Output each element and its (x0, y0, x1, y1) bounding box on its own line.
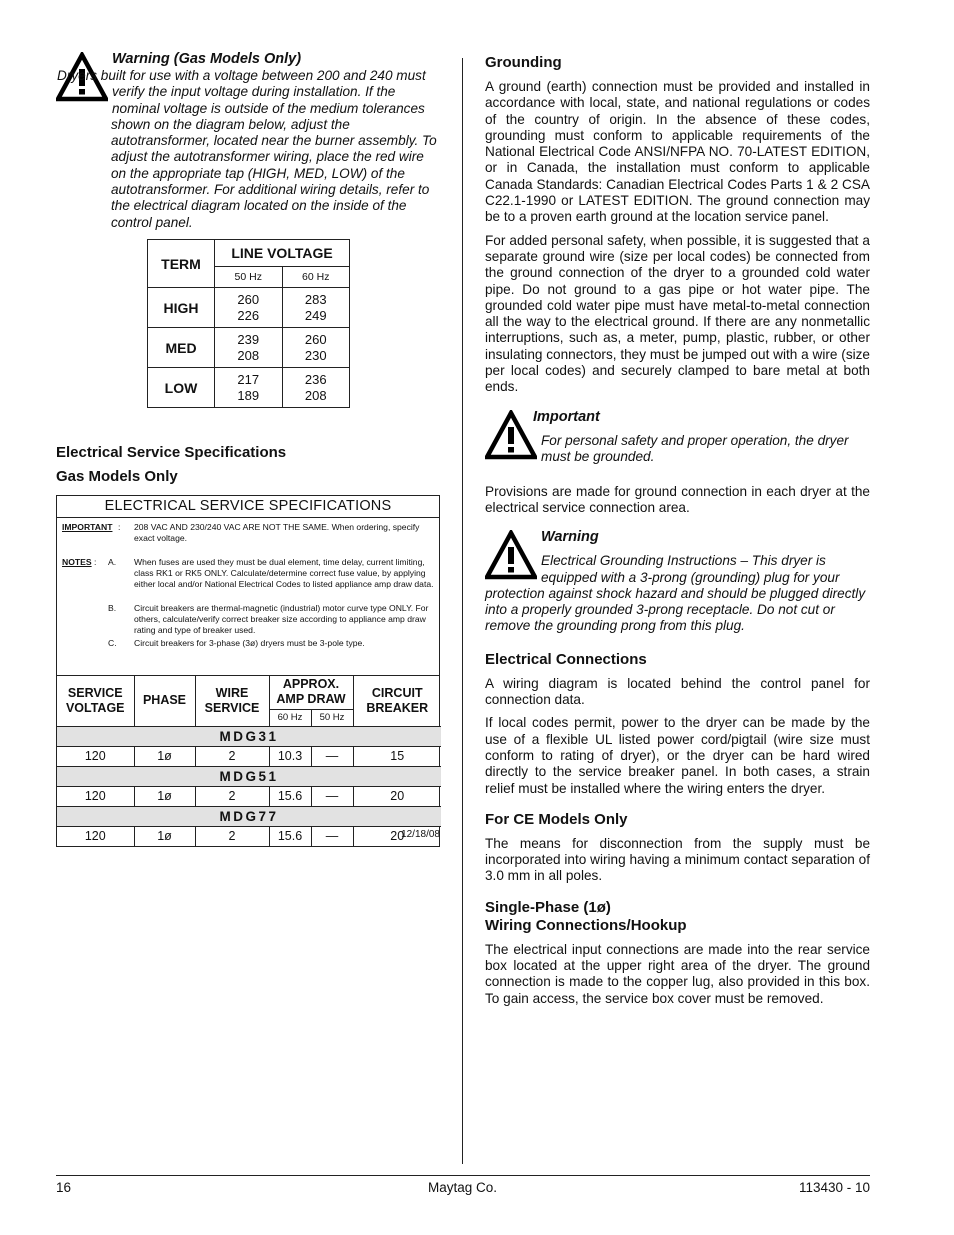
specs-table (57, 676, 441, 846)
hz60-subheader: 60 Hz (269, 709, 311, 726)
note-b-text: Circuit breakers are thermal-magnetic (industrial) motor curve type ONLY. For others, calculate/verify correct breaker size according to appliance amp draw rating and type of breaker used. (134, 603, 429, 636)
voltage-cell: 236 208 (282, 368, 350, 408)
table-row: 120 1ø 2 10.3 — 15 (57, 746, 441, 766)
line-voltage-header: LINE VOLTAGE (215, 240, 350, 267)
table-row: 120 1ø 2 15.6 — 20 (57, 826, 441, 846)
document-number: 113430 - 10 (798, 1180, 870, 1195)
important-text: 208 VAC AND 230/240 VAC ARE NOT THE SAME. When ordering, specify exact voltage. (134, 522, 420, 544)
right-column (485, 54, 870, 1014)
important-label: IMPORTANT (62, 522, 113, 532)
footer-rule (56, 1175, 870, 1176)
hz50-subheader: 50 Hz (311, 709, 353, 726)
warning-title: Warning (541, 529, 599, 546)
voltage-cell: 217 189 (215, 368, 283, 408)
table-row: 120 1ø 2 15.6 — 20 (57, 786, 441, 806)
wire-service-header: WIRE SERVICE (195, 676, 269, 726)
table-row (148, 288, 350, 328)
specs-box-title: ELECTRICAL SERVICE SPECIFICATIONS (57, 496, 439, 518)
warning-text: Electrical Grounding Instructions – This dryer is equipped with a 3-prong (grounding) plug for your protection against shock hazard and should be plugged directly into a properly grounded 3-prong receptacle. Do not cut or remove the grounding prong from this plug. (485, 553, 866, 634)
column-divider (462, 58, 463, 1164)
specs-notes: IMPORTANT : 208 VAC AND 230/240 VAC ARE NOT THE SAME. When ordering, specify exact voltage. NOTES : A. When fuses are used they must be dual element, time delay, current limiting, class RK1 or RK5 ONLY. Calculate/determine correct fuse value, by applying either local and/or National Electrical Codes to listed appliance amp draw data. B. Circuit breakers are thermal-magnetic (industrial) motor curve type ONLY. For others, calculate/verify correct breaker size according to appliance amp draw rating and type of breaker used. C. Circuit breakers for 3-phase (3ø) dryers must be 3-pole type. (57, 518, 439, 676)
ce-heading: For CE Models Only (485, 810, 628, 828)
single-phase-heading: Single-Phase (1ø) Wiring Connections/Hookup (485, 898, 687, 934)
notes-label: NOTES (62, 557, 92, 567)
term-cell: MED (148, 328, 215, 368)
page-number: 16 (56, 1180, 72, 1195)
model-row: MDG77 (57, 806, 441, 826)
voltage-cell: 283 249 (282, 288, 350, 328)
warning-triangle-icon (485, 530, 537, 580)
gas-warning-block (56, 50, 440, 231)
table-row (148, 368, 350, 408)
connections-p2: If local codes permit, power to the dryer can be made by the use of a flexible UL listed power cord/pigtail (wire size must conform to rating of dryer), or the dryer can be hard wired directly to the service breaker panel. In both cases, a strain relief must be installed where the wiring enters the dryer. (485, 715, 870, 796)
company-name: Maytag Co. (428, 1180, 498, 1195)
grounding-p2: For added personal safety, when possible, it is suggested that a separate ground wire (size per local codes) be connected from the ground connection of the dryer to a grounded cold water pipe. Do not ground to a gas pipe or hot water pipe. The grounded cold water pipe must have metal-to-metal connection all the way to the electrical ground. If there are any nonmetallic interruptions, such as, a meter, pump, plastic, rubber, or other insulating connectors, they must be jumped out with a wire (size per local codes) and securely clamped to bare metal at both ends. (485, 232, 870, 395)
note-a-text: When fuses are used they must be dual element, time delay, current limiting, class RK1 or RK5 ONLY. Calculate/determine correct fuse value, by applying either local and/or National Electrical Codes to listed appliance amp draw data. (134, 557, 434, 590)
specs-heading: Electrical Service Specifications (56, 444, 287, 461)
model-row: MDG51 (57, 766, 441, 786)
term-cell: LOW (148, 368, 215, 408)
gas-warning-title: Warning (Gas Models Only) (112, 51, 302, 67)
ce-p1: The means for disconnection from the supply must be incorporated into wiring having a minimum contact separation of 3.0 mm in all poles. (485, 835, 870, 884)
important-text: For personal safety and proper operation, the dryer must be grounded. (541, 432, 849, 464)
hz50-header: 50 Hz (215, 267, 283, 288)
grounding-warning-block (485, 528, 870, 634)
line-voltage-table (147, 239, 350, 408)
provisions-text: Provisions are made for ground connection in each dryer at the electrical service connection area. (485, 483, 870, 515)
hz60-header: 60 Hz (282, 267, 350, 288)
grounding-heading: Grounding (485, 54, 562, 71)
electrical-specs-box (56, 495, 440, 847)
table-row (148, 328, 350, 368)
voltage-cell: 260 226 (215, 288, 283, 328)
amp-draw-header: APPROX. AMP DRAW (269, 676, 353, 709)
gas-models-heading: Gas Models Only (56, 468, 178, 485)
revision-date: 12/18/08 (401, 829, 440, 840)
voltage-cell: 260 230 (282, 328, 350, 368)
grounding-p1: A ground (earth) connection must be provided and installed in accordance with local, state, and national regulations or codes of the country of origin. In the absence of these codes, grounding must conform to applicable requirements of the National Electrical Code ANSI/NFPA NO. 70-LATEST EDITION, or in Canada, the installation must conform to applicable Canada Standards: Canadian Electrical Codes Parts 1 & 2 CSA C22.1-1990 or LATEST EDITION. The ground connection may be to a proven earth ground at the location service panel. (485, 79, 870, 225)
term-cell: HIGH (148, 288, 215, 328)
important-block (485, 408, 870, 466)
term-header: TERM (148, 240, 215, 288)
gas-warning-text: Dryers built for use with a voltage between 200 and 240 must verify the input voltage during installation. If the nominal voltage is outside of the medium tolerances shown on the diagram below, adjust the autotransformer, located near the burner assembly. To adjust the autotransformer wiring, place the red wire on the appropriate tap (HIGH, MED, LOW) of the autotransformer. For additional wiring details, refer to the electrical diagram located on the inside of the control panel. (57, 68, 437, 230)
left-column (56, 50, 440, 844)
phase-header: PHASE (134, 676, 195, 726)
single-phase-p1: The electrical input connections are made into the rear service box located at the upper right area of the dryer. The ground connection is made to the copper lug, also provided in this box. To gain access, the service box cover must be removed. (485, 941, 870, 1006)
circuit-breaker-header: CIRCUIT BREAKER (353, 676, 441, 726)
voltage-cell: 239 208 (215, 328, 283, 368)
warning-triangle-icon (485, 410, 537, 460)
service-voltage-header: SERVICE VOLTAGE (57, 676, 134, 726)
note-c-text: Circuit breakers for 3-phase (3ø) dryers must be 3-pole type. (134, 638, 365, 648)
important-title: Important (533, 408, 600, 425)
model-row: MDG31 (57, 726, 441, 746)
connections-p1: A wiring diagram is located behind the control panel for connection data. (485, 675, 870, 708)
connections-heading: Electrical Connections (485, 650, 647, 668)
